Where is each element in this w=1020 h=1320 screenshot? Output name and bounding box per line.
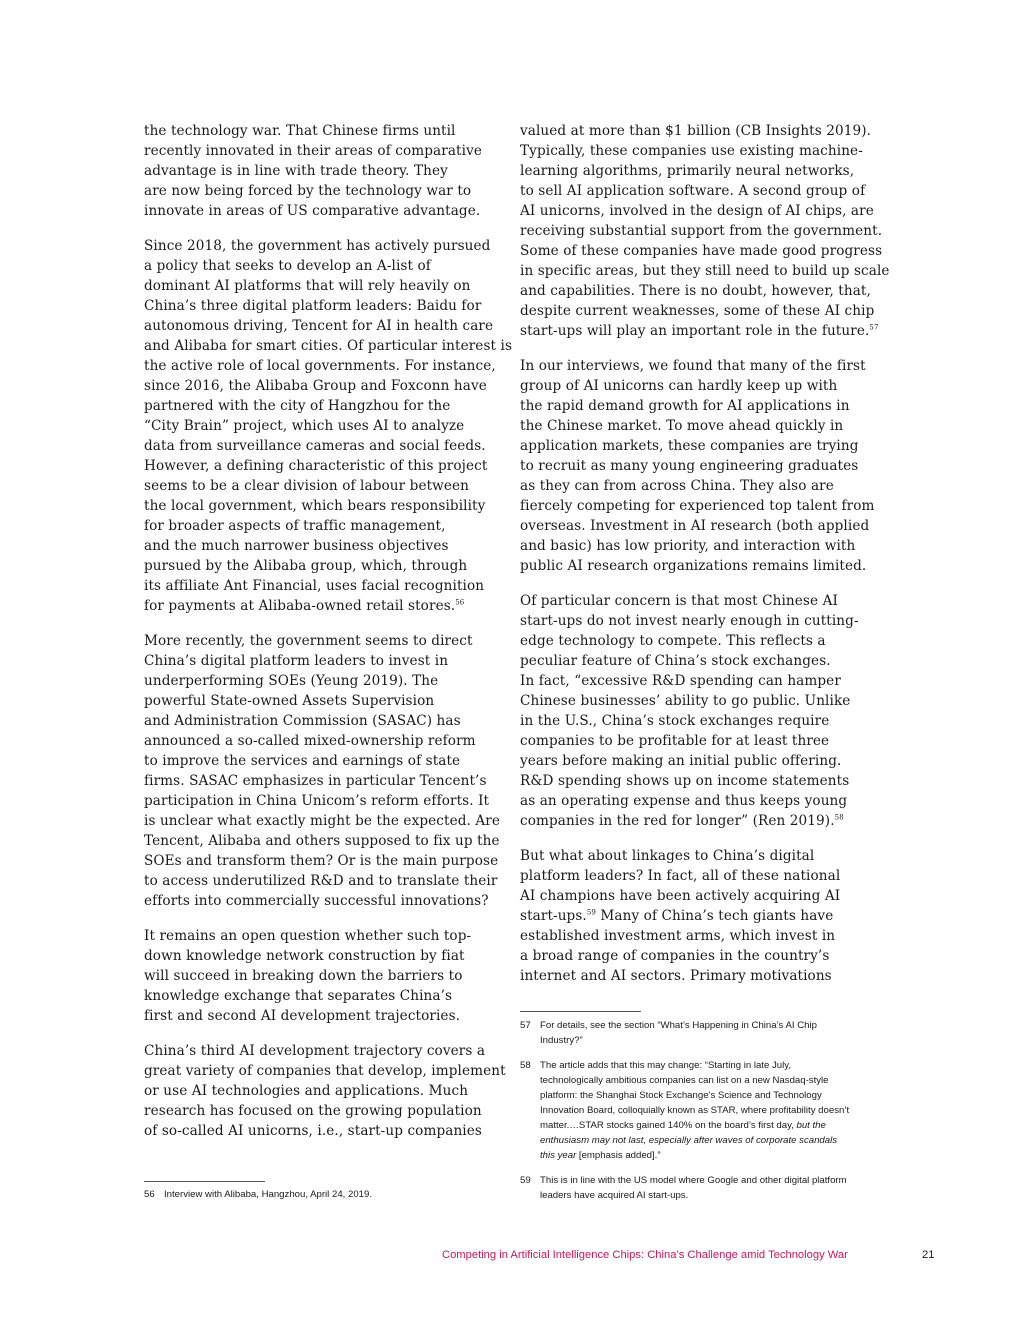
body-line: valued at more than $1 billion (CB Insights 2019). — [520, 123, 872, 139]
body-line: learning algorithms, primarily neural networks, — [520, 163, 855, 179]
body-line: and Alibaba for smart cities. Of particular interest is — [144, 338, 513, 354]
footnote-reference[interactable]: 59 — [586, 908, 596, 917]
body-line: will succeed in breaking down the barriers to — [144, 968, 463, 984]
body-line: the local government, which bears responsibility — [144, 498, 486, 514]
body-line: announced a so-called mixed-ownership reform — [144, 733, 476, 749]
footnote-line: Interview with Alibaba, Hangzhou, April 24, 2019. — [164, 1189, 372, 1200]
body-line: AI unicorns, involved in the design of AI chips, are — [520, 203, 874, 219]
footnote-line — [540, 1148, 849, 1163]
footnote-line: leaders have acquired AI start-ups. — [540, 1190, 689, 1201]
footnote-line: For details, see the section “What’s Happening in China’s AI Chip — [540, 1020, 817, 1031]
body-paragraph — [520, 121, 890, 341]
footnote-line: This is in line with the US model where Google and other digital platform — [540, 1175, 847, 1186]
body-line: “City Brain” project, which uses AI to analyze — [144, 418, 465, 434]
body-line: China’s three digital platform leaders: Baidu for — [144, 298, 482, 314]
footnote-line: Innovation Board, colloquially known as STAR, where profitability doesn’t — [540, 1105, 850, 1116]
footnote-italic-text: enthusiasm may not last, especially after waves of corporate scandals — [540, 1135, 838, 1146]
body-line: dominant AI platforms that will rely heavily on — [144, 278, 471, 294]
body-line: Typically, these companies use existing machine- — [520, 143, 863, 159]
body-line: fiercely competing for experienced top talent from — [520, 498, 875, 514]
footnote-number: 56 — [144, 1189, 155, 1200]
footnote-italic-text: but the — [796, 1120, 826, 1131]
body-line: Since 2018, the government has actively pursued — [144, 238, 491, 254]
body-line: of so-called AI unicorns, i.e., start-up companies — [144, 1123, 482, 1139]
body-line: Chinese businesses’ ability to go public. Unlike — [520, 693, 851, 709]
body-line: years before making an initial public offering. — [520, 753, 842, 769]
body-line: data from surveillance cameras and social feeds. — [144, 438, 486, 454]
body-line: as they can from across China. They also are — [520, 478, 834, 494]
body-line: In our interviews, we found that many of the first — [520, 358, 866, 374]
body-line: established investment arms, which invest in — [520, 928, 836, 944]
body-line: public AI research organizations remains limited. — [520, 558, 867, 574]
body-line: innovate in areas of US comparative advantage. — [144, 203, 481, 219]
body-line: participation in China Unicom’s reform efforts. It — [144, 793, 490, 809]
footnote-number: 59 — [520, 1175, 531, 1186]
body-line: and Administration Commission (SASAC) has — [144, 713, 461, 729]
body-line: SOEs and transform them? Or is the main purpose — [144, 853, 499, 869]
body-line: a broad range of companies in the country’s — [520, 948, 830, 964]
body-line: start-ups.$^{59}$ Many of China’s tech giants have — [520, 908, 834, 924]
footnote-rule-left — [144, 1181, 265, 1182]
body-line: and basic) has low priority, and interaction with — [520, 538, 856, 554]
footnote-number: 57 — [520, 1020, 531, 1031]
body-line: and capabilities. There is no doubt, however, that, — [520, 283, 871, 299]
body-line: great variety of companies that develop, implement — [144, 1063, 506, 1079]
body-line: as an operating expense and thus keeps young — [520, 793, 848, 809]
body-line: efforts into commercially successful innovations? — [144, 893, 489, 909]
body-line: to sell AI application software. A second group of — [520, 183, 866, 199]
body-line: Of particular concern is that most Chinese AI — [520, 593, 838, 609]
body-paragraph — [520, 356, 882, 576]
body-line: However, a defining characteristic of this project — [144, 458, 488, 474]
body-line: to access underutilized R&D and to translate their — [144, 873, 498, 889]
body-paragraph — [520, 591, 882, 831]
body-paragraph — [144, 926, 500, 1026]
body-line: start-ups do not invest nearly enough in cutting- — [520, 613, 859, 629]
footnote-line: technologically ambitious companies can list on a new Nasdaq-style — [540, 1075, 829, 1086]
footnote-number: 58 — [520, 1060, 531, 1071]
body-line: despite current weaknesses, some of these AI chip — [520, 303, 875, 319]
body-line: But what about linkages to China’s digital — [520, 848, 815, 864]
footnote-line — [540, 1118, 849, 1133]
body-line: China’s third AI development trajectory covers a — [144, 1043, 486, 1059]
body-line: It remains an open question whether such top- — [144, 928, 472, 944]
body-line: powerful State-owned Assets Supervision — [144, 693, 435, 709]
body-line: and the much narrower business objectives — [144, 538, 449, 554]
body-line: underperforming SOEs (Yeung 2019). The — [144, 673, 439, 689]
body-line: Some of these companies have made good progress — [520, 243, 883, 259]
body-line: its affiliate Ant Financial, uses facial recognition — [144, 578, 485, 594]
body-line: receiving substantial support from the government. — [520, 223, 883, 239]
body-line: in the U.S., China’s stock exchanges require — [520, 713, 830, 729]
body-line: to improve the services and earnings of state — [144, 753, 461, 769]
footnote-reference[interactable]: 58 — [834, 813, 844, 822]
body-line: pursued by the Alibaba group, which, through — [144, 558, 468, 574]
footer-title: Competing in Artificial Intelligence Chips: China’s Challenge amid Technology War — [442, 1249, 848, 1261]
body-line: knowledge exchange that separates China’s — [144, 988, 453, 1004]
body-line: recently innovated in their areas of comparative — [144, 143, 482, 159]
body-paragraph — [520, 846, 882, 986]
footnote-line: The article adds that this may change: “Starting in late July, — [540, 1060, 791, 1071]
footnote-italic-text: this year — [540, 1150, 577, 1161]
body-paragraph — [144, 121, 500, 221]
right-column — [520, 121, 890, 1001]
body-line: first and second AI development trajectories. — [144, 1008, 461, 1024]
body-line: internet and AI sectors. Primary motivations — [520, 968, 832, 984]
body-line: since 2016, the Alibaba Group and Foxconn have — [144, 378, 487, 394]
footnote-rule-right — [520, 1011, 641, 1012]
body-line: research has focused on the growing population — [144, 1103, 482, 1119]
body-line: for broader aspects of traffic management, — [144, 518, 446, 534]
body-line: or use AI technologies and applications. Much — [144, 1083, 469, 1099]
body-line: platform leaders? In fact, all of these national — [520, 868, 841, 884]
body-line: peculiar feature of China’s stock exchanges. — [520, 653, 831, 669]
body-line: are now being forced by the technology war to — [144, 183, 472, 199]
body-line: the technology war. That Chinese firms until — [144, 123, 456, 139]
body-line: AI champions have been actively acquiring AI — [520, 888, 841, 904]
body-line: is unclear what exactly might be the expected. Are — [144, 813, 501, 829]
body-line: the rapid demand growth for AI applications in — [520, 398, 850, 414]
body-line: autonomous driving, Tencent for AI in health care — [144, 318, 494, 334]
body-line: group of AI unicorns can hardly keep up with — [520, 378, 838, 394]
body-line: companies in the red for longer” (Ren 2019).$^{58}$ — [520, 813, 844, 829]
body-line: In fact, “excessive R&D spending can hamper — [520, 673, 841, 689]
body-line: More recently, the government seems to direct — [144, 633, 473, 649]
footnote-text: [emphasis added].” — [576, 1150, 661, 1161]
footnote-reference[interactable]: 57 — [869, 323, 879, 332]
body-line: seems to be a clear division of labour between — [144, 478, 470, 494]
footnote-reference[interactable]: 56 — [455, 598, 465, 607]
body-line: for payments at Alibaba-owned retail stores.$^{56}$ — [144, 598, 465, 614]
footnote-line: platform: the Shanghai Stock Exchange’s Science and Technology — [540, 1090, 822, 1101]
body-line: China’s digital platform leaders to invest in — [144, 653, 449, 669]
body-line: companies to be profitable for at least three — [520, 733, 830, 749]
footnote-text: matter.…STAR stocks gained 140% on the board’s first day, — [540, 1120, 797, 1131]
body-paragraph — [144, 631, 500, 911]
body-line: in specific areas, but they still need to build up scale — [520, 263, 890, 279]
body-paragraph — [144, 236, 513, 616]
body-line: application markets, these companies are trying — [520, 438, 859, 454]
body-line: the Chinese market. To move ahead quickly in — [520, 418, 844, 434]
body-line: overseas. Investment in AI research (both applied — [520, 518, 870, 534]
body-line: R&D spending shows up on income statements — [520, 773, 850, 789]
body-line: partnered with the city of Hangzhou for the — [144, 398, 451, 414]
footnote-line: Industry?” — [540, 1035, 583, 1046]
body-line: Tencent, Alibaba and others supposed to fix up the — [144, 833, 500, 849]
body-line: to recruit as many young engineering graduates — [520, 458, 859, 474]
body-line: a policy that seeks to develop an A-list of — [144, 258, 431, 274]
body-line: advantage is in line with trade theory. They — [144, 163, 448, 179]
page-number: 21 — [922, 1249, 935, 1261]
left-column — [144, 121, 513, 1156]
body-line: firms. SASAC emphasizes in particular Tencent’s — [144, 773, 487, 789]
body-paragraph — [144, 1041, 506, 1141]
body-line: edge technology to compete. This reflects a — [520, 633, 826, 649]
body-line: the active role of local governments. For instance, — [144, 358, 496, 374]
body-line: down knowledge network construction by fiat — [144, 948, 465, 964]
body-line: start-ups will play an important role in the future.$^{57}$ — [520, 323, 879, 339]
